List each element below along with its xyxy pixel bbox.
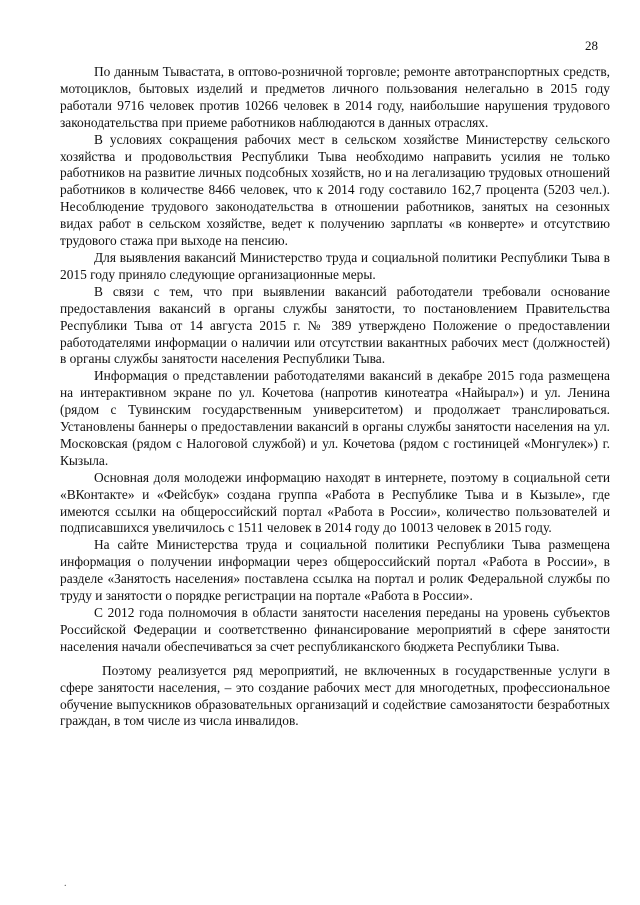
paragraph-4: В связи с тем, что при выявлении вакансий работодатели требовали основание предоставления вакансий в органы службы занятости, то постановлением Правительства Республики Тыва от 14 августа 2015 г. № 389 утверждено Положение о предоставлении работодателями информации о наличии или отсутствии вакантных рабочих мест (должностей) в органы службы занятости населения Республики Тыва. <box>60 283 610 367</box>
body-text <box>60 64 610 730</box>
paragraph-2: В условиях сокращения рабочих мест в сельском хозяйстве Министерству сельского хозяйства и продовольствия Республики Тыва необходимо направить усилия не только работников на развитие личных подсобных хозяйств, но и на легализацию трудовых отношений работников в количестве 8466 человек, что к 2014 году составило 162,7 процента (5203 чел.). Несоблюдение трудового законодательства в отношении работников, занятых на сезонных видах работ в сельском хозяйстве, ведет к получению зарплаты «в конверте» и отсутствию трудового стажа при выходе на пенсию. <box>60 131 610 249</box>
paragraph-9: Поэтому реализуется ряд мероприятий, не включенных в государственные услуги в сфере занятости населения, – это создание рабочих мест для многодетных, профессиональное обучение выпускников образовательных организаций и содействие самозанятости безработных граждан, в том числе из числа инвалидов. <box>60 662 610 729</box>
paragraph-6: Основная доля молодежи информацию находят в интернете, поэтому в социальной сети «ВКонтакте» и «Фейсбук» создана группа «Работа в Республике Тыва и в Кызыле», где имеются ссылки на общероссийский портал «Работа в России», количество пользователей и подписавшихся увеличилось с 1511 человек в 2014 году до 10013 человек в 2015 году. <box>60 469 610 536</box>
paragraph-8: С 2012 года полномочия в области занятости населения переданы на уровень субъектов Российской Федерации и соответственно финансирование мероприятий в сфере занятости населения начали обеспечиваться за счет республиканского бюджета Республики Тыва. <box>60 605 610 654</box>
margin-mark: . <box>64 878 67 889</box>
paragraph-7: На сайте Министерства труда и социальной политики Республики Тыва размещена информация о получении информации через общероссийский портал «Работа в России», в разделе «Занятость населения» поставлена ссылка на портал и ролик Федеральной службы по труду и занятости о порядке регистрации на портале «Работа в России». <box>60 537 610 604</box>
paragraph-1: По данным Тывастата, в оптово-розничной торговле; ремонте автотранспортных средств, мотоциклов, бытовых изделий и предметов личного пользования нелегально в 2015 году работали 9716 человек против 10266 человек в 2014 году, наибольшие нарушения трудового законодательства при приеме работников наблюдаются в данных отраслях. <box>60 64 610 130</box>
paragraph-3: Для выявления вакансий Министерство труда и социальной политики Республики Тыва в 2015 году приняло следующие организационные меры. <box>60 249 610 282</box>
paragraph-5: Информация о представлении работодателями вакансий в декабре 2015 года размещена на интерактивном экране по ул. Кочетова (напротив кинотеатра «Найырал») и ул. Ленина (рядом с Тувинским государственным университетом) и продолжает транслироваться. Установлены баннеры о предоставлении вакансий в органы службы занятости населения на ул. Московская (рядом с Налоговой службой) и ул. Кочетова (рядом с гостиницей «Монгулек») г. Кызыла. <box>60 368 610 468</box>
page-number: 28 <box>585 38 598 53</box>
